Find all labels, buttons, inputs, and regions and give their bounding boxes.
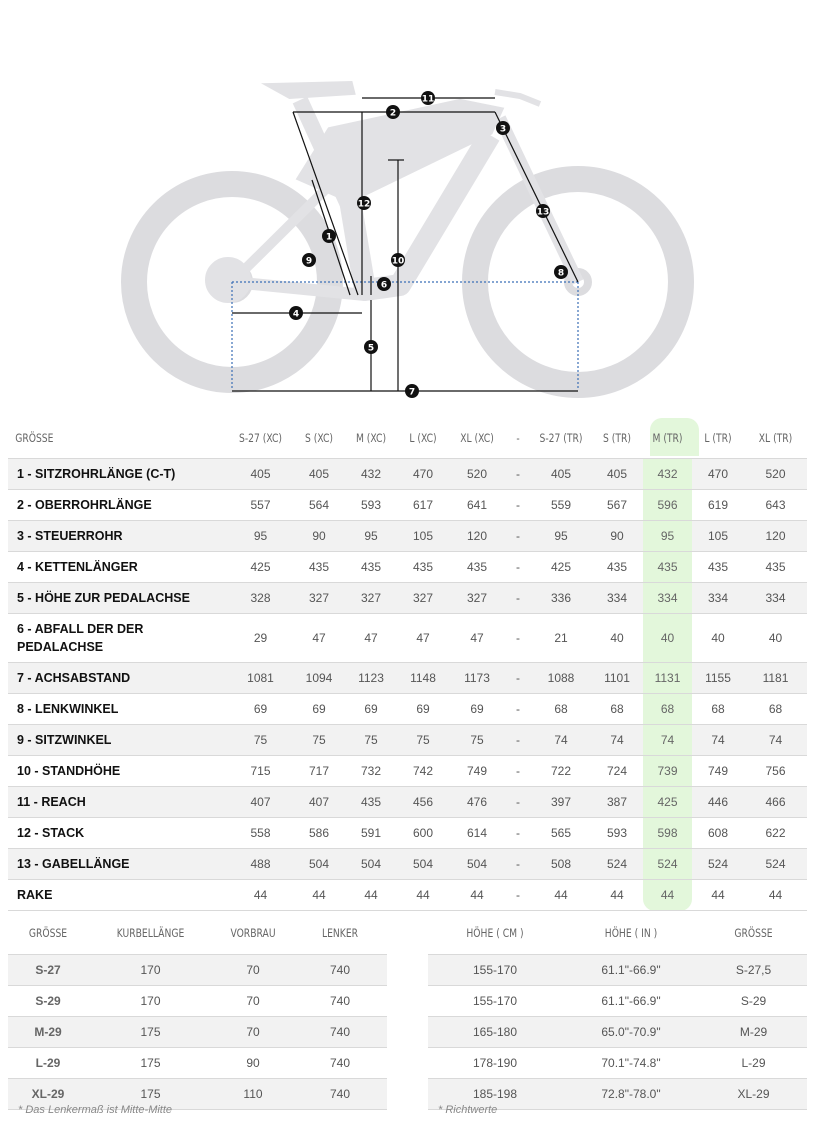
cell-value: 470	[692, 459, 744, 490]
size-column-header-5: XL (XC)	[460, 431, 494, 445]
cell-value: 47	[293, 614, 345, 663]
marker-2	[386, 105, 400, 119]
row-label: 13 - GABELLÄNGE	[8, 849, 228, 880]
size-column-header-3: M (XC)	[355, 431, 387, 445]
cell-value: 435	[345, 787, 397, 818]
guideline-footnote: * Richtwerte	[438, 1104, 498, 1116]
cell-value: 40	[591, 614, 643, 663]
cell-value: 327	[449, 583, 505, 614]
cell-value: 724	[591, 756, 643, 787]
component-column-header: KURBELLÄNGE	[116, 926, 185, 940]
cell-value: 641	[449, 490, 505, 521]
geometry-header-row	[8, 418, 807, 459]
cell-value: 740	[293, 1079, 387, 1110]
cell-value: 75	[449, 725, 505, 756]
cell-value: 1148	[397, 663, 449, 694]
rider-height-table	[428, 912, 807, 1110]
cell-value: 456	[397, 787, 449, 818]
size-column-header-2: S (XC)	[305, 431, 333, 445]
cell-value: 593	[591, 818, 643, 849]
cell-value: 44	[531, 880, 591, 911]
cell-value: 70.1"-74.8"	[562, 1048, 700, 1079]
cell-value: 732	[345, 756, 397, 787]
cell-value: 466	[744, 787, 807, 818]
cell-value: 74	[591, 725, 643, 756]
cell-value: 65.0"-70.9"	[562, 1017, 700, 1048]
table-row	[428, 1017, 807, 1048]
cell-value: 591	[345, 818, 397, 849]
table-row	[428, 955, 807, 986]
row-label: 2 - OBERROHRLÄNGE	[8, 490, 228, 521]
cell-value: 327	[397, 583, 449, 614]
cell-value: 508	[531, 849, 591, 880]
cell-value: 44	[692, 880, 744, 911]
cell-value: 586	[293, 818, 345, 849]
row-label: 10 - STANDHÖHE	[8, 756, 228, 787]
cell-value: 749	[692, 756, 744, 787]
cell-value: -	[505, 583, 531, 614]
cell-value: 608	[692, 818, 744, 849]
cell-value: 95	[531, 521, 591, 552]
cell-value: -	[505, 614, 531, 663]
bike-silhouette	[134, 84, 681, 385]
rider-column-header: HÖHE ( IN )	[604, 926, 658, 940]
table-row	[8, 490, 807, 521]
cell-value: 558	[228, 818, 293, 849]
cell-value: 504	[397, 849, 449, 880]
cell-value: 72.8"-78.0"	[562, 1079, 700, 1110]
row-label: 8 - LENKWINKEL	[8, 694, 228, 725]
marker-8	[554, 265, 568, 279]
cell-value: 1094	[293, 663, 345, 694]
cell-value: 105	[692, 521, 744, 552]
table-row	[8, 1017, 387, 1048]
cell-value: 715	[228, 756, 293, 787]
table-row	[8, 787, 807, 818]
table-row	[8, 986, 387, 1017]
row-label: 7 - ACHSABSTAND	[8, 663, 228, 694]
table-row	[8, 756, 807, 787]
svg-text:8: 8	[557, 268, 565, 279]
cell-value: -	[505, 490, 531, 521]
table-row	[8, 583, 807, 614]
cell-value: 69	[449, 694, 505, 725]
cell-value: -	[505, 459, 531, 490]
cell-value: 44	[744, 880, 807, 911]
marker-6	[377, 277, 391, 291]
cell-value: 740	[293, 955, 387, 986]
cell-value: 185-198	[428, 1079, 562, 1110]
table-row	[428, 986, 807, 1017]
cell-value: 407	[228, 787, 293, 818]
cell-value: 520	[744, 459, 807, 490]
table-row	[8, 880, 807, 911]
table-row	[8, 849, 807, 880]
bike-geometry-diagram	[0, 0, 813, 410]
cell-value: 1173	[449, 663, 505, 694]
cell-value: 593	[345, 490, 397, 521]
cell-value: S-29	[700, 986, 807, 1017]
cell-value: 44	[591, 880, 643, 911]
cell-value: 405	[531, 459, 591, 490]
size-column-header-4: L (XC)	[409, 431, 437, 445]
size-column-header-1: S-27 (XC)	[238, 431, 283, 445]
size-column-header: GRÖSSE	[15, 431, 54, 445]
cell-value: 175	[88, 1017, 213, 1048]
cell-value: 90	[293, 521, 345, 552]
row-label: RAKE	[8, 880, 228, 911]
cell-value: -	[505, 521, 531, 552]
cell-value: 557	[228, 490, 293, 521]
cell-value: 178-190	[428, 1048, 562, 1079]
cell-value: 567	[591, 490, 643, 521]
cell-value: -	[505, 725, 531, 756]
cell-value: 598	[643, 818, 692, 849]
svg-text:7: 7	[408, 387, 416, 398]
svg-text:4: 4	[292, 309, 300, 320]
cell-value: 68	[744, 694, 807, 725]
cell-value: 69	[397, 694, 449, 725]
cell-value: 564	[293, 490, 345, 521]
component-header-row	[8, 912, 387, 955]
component-column-header: VORBRAU	[230, 926, 276, 940]
cell-value: 622	[744, 818, 807, 849]
row-label: 3 - STEUERROHR	[8, 521, 228, 552]
size-cell: XL-29	[8, 1079, 88, 1110]
cell-value: 407	[293, 787, 345, 818]
cell-value: 165-180	[428, 1017, 562, 1048]
cell-value: 476	[449, 787, 505, 818]
rider-column-header: GRÖSSE	[734, 926, 773, 940]
svg-text:6: 6	[380, 280, 388, 291]
cell-value: M-29	[700, 1017, 807, 1048]
cell-value: 175	[88, 1079, 213, 1110]
cell-value: 120	[744, 521, 807, 552]
cell-value: 47	[397, 614, 449, 663]
size-cell: S-27	[8, 955, 88, 986]
size-column-header-10: L (TR)	[704, 431, 732, 445]
cell-value: 21	[531, 614, 591, 663]
cell-value: 120	[449, 521, 505, 552]
cell-value: 61.1"-66.9"	[562, 955, 700, 986]
cell-value: 397	[531, 787, 591, 818]
cell-value: 740	[293, 986, 387, 1017]
marker-4	[289, 306, 303, 320]
cell-value: 488	[228, 849, 293, 880]
cell-value: 435	[397, 552, 449, 583]
cell-value: S-27,5	[700, 955, 807, 986]
cell-value: 29	[228, 614, 293, 663]
table-row	[8, 818, 807, 849]
cell-value: 742	[397, 756, 449, 787]
cell-value: 175	[88, 1048, 213, 1079]
cell-value: 425	[531, 552, 591, 583]
marker-10	[391, 253, 405, 267]
size-cell: S-29	[8, 986, 88, 1017]
cell-value: 1181	[744, 663, 807, 694]
cell-value: 44	[293, 880, 345, 911]
table-row	[8, 955, 387, 986]
cell-value: 619	[692, 490, 744, 521]
table-row	[8, 725, 807, 756]
cell-value: 722	[531, 756, 591, 787]
cell-value: -	[505, 552, 531, 583]
size-column-header-8: S (TR)	[603, 431, 631, 445]
cell-value: 44	[345, 880, 397, 911]
cell-value: 69	[228, 694, 293, 725]
size-cell: M-29	[8, 1017, 88, 1048]
cell-value: 425	[643, 787, 692, 818]
cell-value: 327	[293, 583, 345, 614]
cell-value: 105	[397, 521, 449, 552]
cell-value: -	[505, 663, 531, 694]
cell-value: 74	[744, 725, 807, 756]
svg-text:3: 3	[499, 124, 507, 135]
cell-value: -	[505, 880, 531, 911]
cell-value: 68	[591, 694, 643, 725]
cell-value: 70	[213, 1017, 293, 1048]
cell-value: 155-170	[428, 955, 562, 986]
table-row	[8, 552, 807, 583]
cell-value: 1123	[345, 663, 397, 694]
row-label: 5 - HÖHE ZUR PEDALACHSE	[8, 583, 228, 614]
svg-text:13: 13	[536, 207, 550, 218]
cell-value: 69	[345, 694, 397, 725]
cell-value: 44	[397, 880, 449, 911]
cell-value: 387	[591, 787, 643, 818]
cell-value: 155-170	[428, 986, 562, 1017]
cell-value: 334	[591, 583, 643, 614]
cell-value: 435	[345, 552, 397, 583]
component-column-header: GRÖSSE	[28, 926, 68, 940]
cell-value: 425	[228, 552, 293, 583]
cell-value: 40	[744, 614, 807, 663]
cell-value: 405	[228, 459, 293, 490]
cell-value: 435	[692, 552, 744, 583]
cell-value: 504	[345, 849, 397, 880]
table-row	[8, 694, 807, 725]
cell-value: 470	[397, 459, 449, 490]
cell-value: 334	[744, 583, 807, 614]
marker-9	[302, 253, 316, 267]
table-row	[8, 614, 807, 663]
table-row	[8, 521, 807, 552]
cell-value: 61.1"-66.9"	[562, 986, 700, 1017]
cell-value: 47	[345, 614, 397, 663]
cell-value: 74	[531, 725, 591, 756]
component-size-table	[8, 912, 387, 1110]
cell-value: 520	[449, 459, 505, 490]
marker-11	[421, 91, 435, 105]
cell-value: 435	[293, 552, 345, 583]
cell-value: 1155	[692, 663, 744, 694]
cell-value: 40	[643, 614, 692, 663]
cell-value: 524	[692, 849, 744, 880]
svg-text:2: 2	[389, 108, 397, 119]
cell-value: 1101	[591, 663, 643, 694]
cell-value: 334	[643, 583, 692, 614]
cell-value: 327	[345, 583, 397, 614]
cell-value: -	[505, 756, 531, 787]
cell-value: 1088	[531, 663, 591, 694]
table-row	[428, 1048, 807, 1079]
cell-value: 44	[449, 880, 505, 911]
cell-value: 739	[643, 756, 692, 787]
cell-value: -	[505, 818, 531, 849]
cell-value: 95	[345, 521, 397, 552]
cell-value: 75	[397, 725, 449, 756]
cell-value: 740	[293, 1048, 387, 1079]
row-label: 9 - SITZWINKEL	[8, 725, 228, 756]
size-column-header-6: -	[516, 431, 520, 445]
cell-value: 405	[293, 459, 345, 490]
cell-value: 617	[397, 490, 449, 521]
cell-value: 596	[643, 490, 692, 521]
cell-value: 432	[345, 459, 397, 490]
rider-column-header: HÖHE ( CM )	[466, 926, 524, 940]
cell-value: 68	[643, 694, 692, 725]
row-label: 1 - SITZROHRLÄNGE (C-T)	[8, 459, 228, 490]
cell-value: 614	[449, 818, 505, 849]
svg-text:5: 5	[367, 343, 375, 354]
cell-value: XL-29	[700, 1079, 807, 1110]
cell-value: 75	[228, 725, 293, 756]
cell-value: 504	[449, 849, 505, 880]
cell-value: 334	[692, 583, 744, 614]
cell-value: 749	[449, 756, 505, 787]
cell-value: 75	[293, 725, 345, 756]
cell-value: 432	[643, 459, 692, 490]
size-column-header-7: S-27 (TR)	[539, 431, 583, 445]
row-label: 4 - KETTENLÄNGER	[8, 552, 228, 583]
row-label: 12 - STACK	[8, 818, 228, 849]
marker-5	[364, 340, 378, 354]
table-row	[8, 459, 807, 490]
cell-value: 70	[213, 986, 293, 1017]
svg-text:1: 1	[325, 232, 333, 243]
cell-value: 68	[692, 694, 744, 725]
marker-12	[357, 196, 371, 210]
cell-value: 44	[643, 880, 692, 911]
cell-value: 643	[744, 490, 807, 521]
cell-value: 68	[531, 694, 591, 725]
cell-value: 405	[591, 459, 643, 490]
cell-value: 74	[643, 725, 692, 756]
table-row	[8, 1048, 387, 1079]
cell-value: 1081	[228, 663, 293, 694]
marker-3	[496, 121, 510, 135]
svg-text:10: 10	[391, 256, 405, 267]
cell-value: 70	[213, 955, 293, 986]
size-column-header-11: XL (TR)	[758, 431, 793, 445]
handlebar-footnote: * Das Lenkermaß ist Mitte-Mitte	[18, 1104, 173, 1116]
cell-value: 717	[293, 756, 345, 787]
cell-value: 435	[591, 552, 643, 583]
cell-value: 740	[293, 1017, 387, 1048]
cell-value: 47	[449, 614, 505, 663]
cell-value: 435	[449, 552, 505, 583]
cell-value: -	[505, 787, 531, 818]
component-column-header: LENKER	[321, 926, 359, 940]
cell-value: 170	[88, 986, 213, 1017]
marker-13	[536, 204, 550, 218]
cell-value: 95	[228, 521, 293, 552]
svg-text:11: 11	[421, 94, 435, 105]
cell-value: 504	[293, 849, 345, 880]
geometry-table	[8, 418, 807, 911]
cell-value: 756	[744, 756, 807, 787]
svg-text:12: 12	[357, 199, 371, 210]
cell-value: 524	[591, 849, 643, 880]
cell-value: 95	[643, 521, 692, 552]
marker-1	[322, 229, 336, 243]
cell-value: 600	[397, 818, 449, 849]
cell-value: 446	[692, 787, 744, 818]
cell-value: 328	[228, 583, 293, 614]
cell-value: 44	[228, 880, 293, 911]
size-column-header-9: M (TR)	[652, 431, 683, 445]
cell-value: 435	[744, 552, 807, 583]
size-cell: L-29	[8, 1048, 88, 1079]
cell-value: 565	[531, 818, 591, 849]
cell-value: -	[505, 694, 531, 725]
cell-value: 559	[531, 490, 591, 521]
cell-value: 336	[531, 583, 591, 614]
cell-value: 435	[643, 552, 692, 583]
marker-7	[405, 384, 419, 398]
cell-value: 524	[744, 849, 807, 880]
cell-value: 75	[345, 725, 397, 756]
cell-value: 170	[88, 955, 213, 986]
cell-value: -	[505, 849, 531, 880]
row-label: 11 - REACH	[8, 787, 228, 818]
rider-header-row	[428, 912, 807, 955]
cell-value: 74	[692, 725, 744, 756]
cell-value: 524	[643, 849, 692, 880]
cell-value: 40	[692, 614, 744, 663]
cell-value: L-29	[700, 1048, 807, 1079]
cell-value: 1131	[643, 663, 692, 694]
cell-value: 90	[213, 1048, 293, 1079]
cell-value: 69	[293, 694, 345, 725]
cell-value: 90	[591, 521, 643, 552]
row-label: 6 - ABFALL DER DER PEDALACHSE	[8, 614, 228, 663]
cell-value: 110	[213, 1079, 293, 1110]
svg-text:9: 9	[305, 256, 313, 267]
table-row	[8, 663, 807, 694]
